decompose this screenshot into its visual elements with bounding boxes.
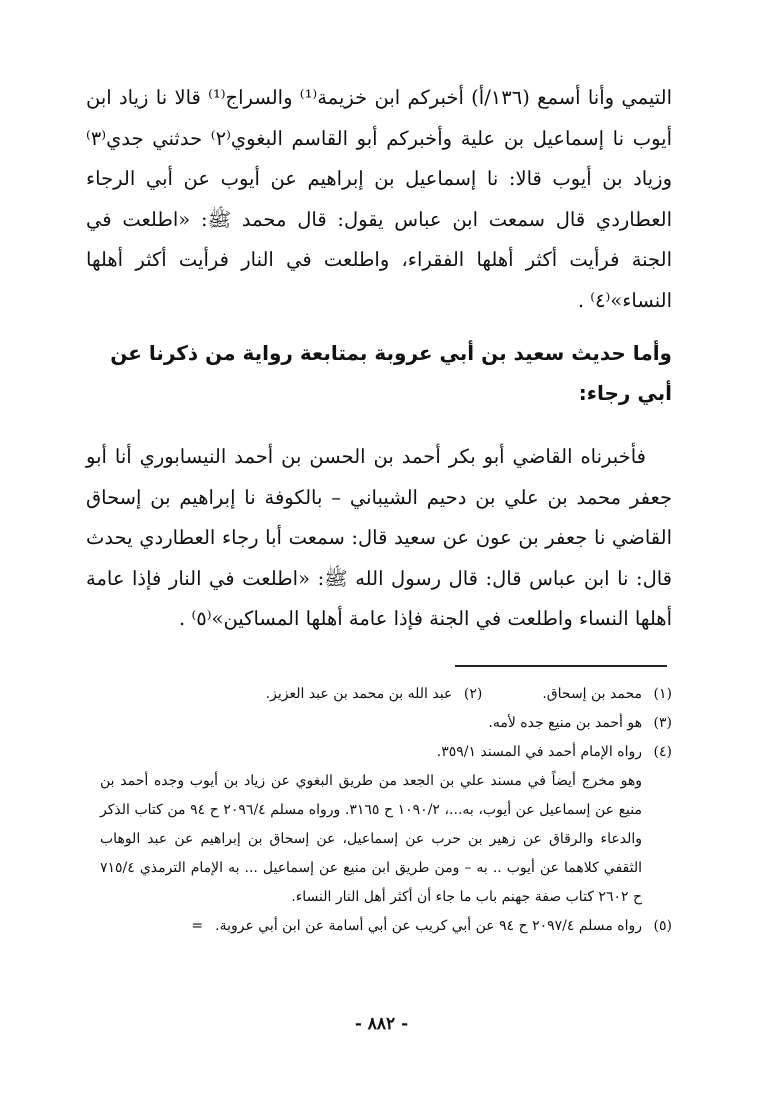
footnote-number: (٢) xyxy=(463,686,483,702)
section-heading: وأما حديث سعيد بن أبي عروبة بمتابعة رواية من ذكرنا عن أبي رجاء: xyxy=(110,341,672,405)
paragraph-isnad-1: التيمي وأنا أسمع (١٣٦/أ) أخبركم ابن خزيمة⁽¹⁾ والسراج⁽¹⁾ قالا نا زياد ابن أيوب نا إسماعيل بن علية وأخبركم أبو القاسم البغوي⁽٢⁾ حدثني جدي⁽٣⁾ وزياد بن أيوب قالا: نا إسماعيل بن إبراهيم عن أيوب عن أبي الرجاء العطاردي قال سمعت ابن عباس يقول: قال محمد ﷺ: «اطلعت في الجنة فرأيت أكثر أهلها الفقراء، واطلعت في النار فرأيت أكثر أهلها النساء»⁽٤⁾ . xyxy=(86,86,672,312)
footnote-text: رواه الإمام أحمد في المسند ٣٥٩/١. xyxy=(436,744,642,760)
footnote-3 xyxy=(96,709,672,738)
footnote-number: (٤) xyxy=(653,744,672,760)
footnote-text: محمد بن إسحاق. xyxy=(542,686,642,702)
footnote-4-continuation: وهو مخرج أيضاً في مسند علي بن الجعد من طريق البغوي عن زياد بن أيوب وجده أحمد بن منيع عن إسماعيل عن أيوب، به...، ١٠٩٠/٢ ح ٣١٦٥. ورواه مسلم ٢٠٩٦/٤ ح ٩٤ من كتاب الذكر والدعاء والرقاق عن زهير بن حرب عن إسماعيل، عن إسحاق بن إبراهيم عن عبد الوهاب الثقفي كلاهما عن أيوب .. به – ومن طريق ابن منيع عن إسماعيل ... به الإمام الترمذي ٧١٥/٤ ح ٢٦٠٢ كتاب صفة جهنم باب ما جاء أن أكثر أهل النار النساء. xyxy=(100,773,642,905)
footnote-number: (٥) xyxy=(653,918,672,934)
footnote-text: عبد الله بن محمد بن عبد العزيز. xyxy=(265,686,453,702)
footnote-text: هو أحمد بن منيع جده لأمه. xyxy=(488,715,642,731)
footnote-number: (٣) xyxy=(653,715,672,731)
footnote-5 xyxy=(96,912,672,941)
footnotes xyxy=(96,680,672,941)
footnote-number: (١) xyxy=(653,686,672,702)
footnote-1 xyxy=(542,680,672,709)
main-text xyxy=(86,78,672,640)
footnote-row-1-2 xyxy=(96,680,672,709)
footnote-separator xyxy=(455,665,667,667)
end-mark: = xyxy=(191,918,204,934)
page-number: - ٨٨٢ - xyxy=(354,1014,409,1034)
paragraph-isnad-2: فأخبرناه القاضي أبو بكر أحمد بن الحسن بن أحمد النيسابوري أنا أبو جعفر محمد بن علي بن دحيم الشيباني – بالكوفة نا إبراهيم بن إسحاق القاضي نا جعفر بن عون عن سعيد قال: سمعت أبا رجاء العطاردي يحدث قال: نا ابن عباس قال: قال رسول الله ﷺ: «اطلعت في النار فإذا عامة أهلها النساء واطلعت في الجنة فإذا عامة أهلها المساكين»⁽٥⁾ . xyxy=(86,445,672,630)
footnote-text: رواه مسلم ٢٠٩٧/٤ ح ٩٤ عن أبي كريب عن أبي أسامة عن ابن أبي عروبة. xyxy=(215,918,642,934)
footnote-2 xyxy=(266,680,483,709)
footnote-4 xyxy=(96,738,672,767)
